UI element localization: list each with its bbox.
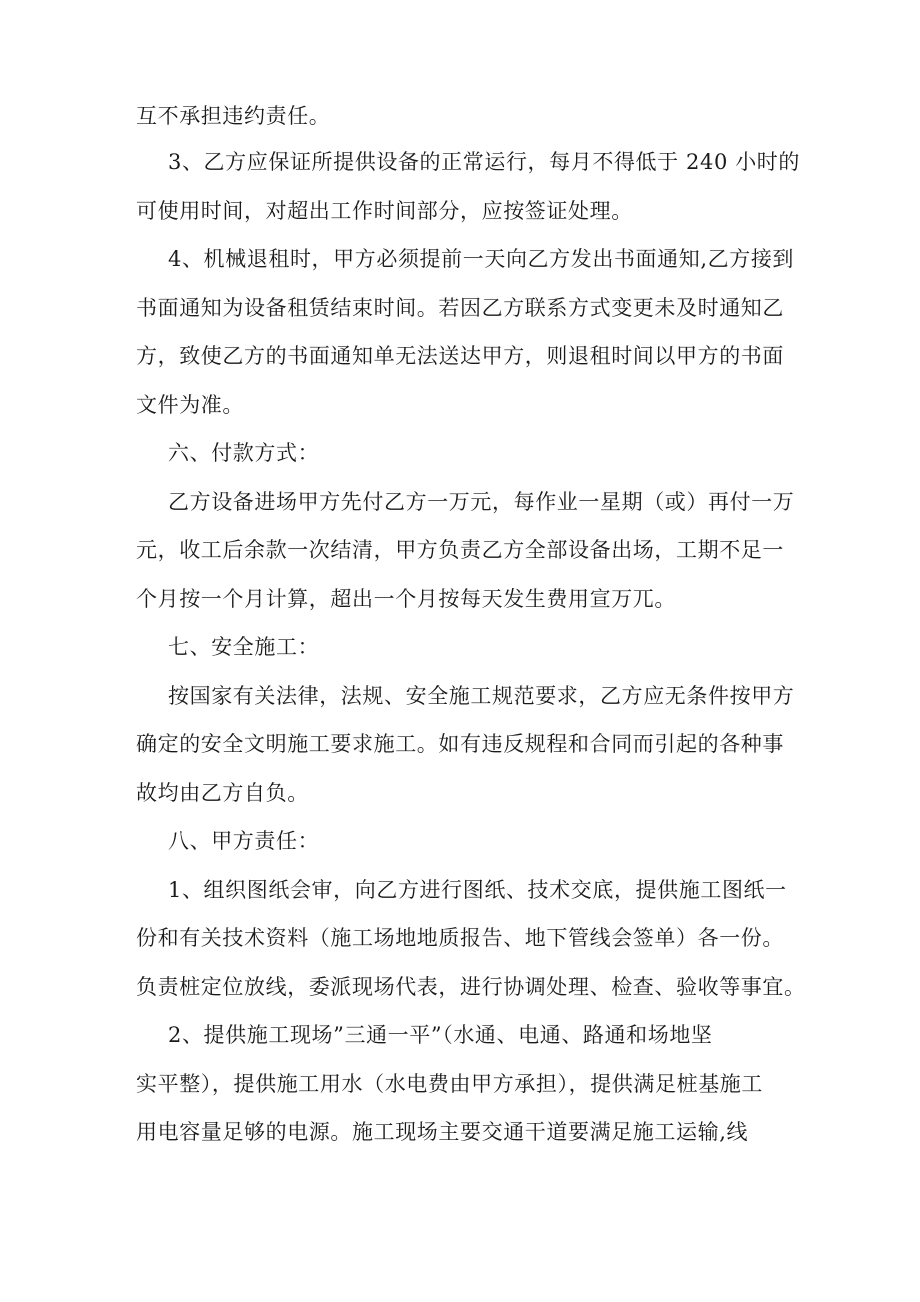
text-line: 文件为准。 — [136, 393, 244, 417]
section-heading: 七、安全施工： — [168, 635, 320, 659]
text-line: 个月按一个月计算，超出一个月按每天发生费用宣万兀。 — [136, 587, 676, 611]
section-heading: 六、付款方式： — [168, 441, 320, 465]
text-line: 书面通知为设备租赁结束时间。若因乙方联系方式变更未及时通知乙 — [136, 296, 784, 320]
text-line: 故均由乙方自负。 — [136, 781, 309, 805]
text-line: 份和有关技术资料（施工场地地质报告、地下管线会签单）各一份。 — [136, 926, 784, 950]
text-line: 3、乙方应保证所提供设备的正常运行，每月不得低于 240 小时的 — [168, 150, 800, 174]
text-line: 1、组织图纸会审，向乙方进行图纸、技术交底，提供施工图纸一 — [168, 878, 787, 902]
text-line: 负责桩定位放线，委派现场代表，进行协调处理、检查、验收等事宜。 — [136, 975, 806, 999]
text-line: 确定的安全文明施工要求施工。如有违反规程和合同而引起的各种事 — [136, 732, 784, 756]
text-line: 4、机械退租时，甲方必须提前一天向乙方发出书面通知,乙方接到 — [168, 247, 795, 271]
text-line: 乙方设备进场甲方先付乙方一万元，每作业一星期（或）再付一万 — [168, 490, 795, 514]
text-line: 实平整），提供施工用水（水电费由甲方承担），提供满足桩基施工 — [136, 1072, 763, 1096]
section-heading: 八、甲方责任： — [168, 829, 320, 853]
text-line: 2、提供施工现场”三通一平”（水通、电通、路通和场地坚 — [168, 1023, 713, 1047]
text-line: 可使用时间，对超出工作时间部分，应按签证处理。 — [136, 199, 633, 223]
text-line: 方，致使乙方的书面通知单无法送达甲方，则退租时间以甲方的书面 — [136, 344, 784, 368]
text-line: 按国家有关法律，法规、安全施工规范要求，乙方应无条件按甲方 — [168, 684, 795, 708]
text-line: 元，收工后余款一次结清，甲方负责乙方全部设备出场，工期不足一 — [136, 538, 784, 562]
text-line: 用电容量足够的电源。施工现场主要交通干道要满足施工运输,线 — [136, 1120, 749, 1144]
text-line: 互不承担违约责任。 — [136, 104, 331, 128]
